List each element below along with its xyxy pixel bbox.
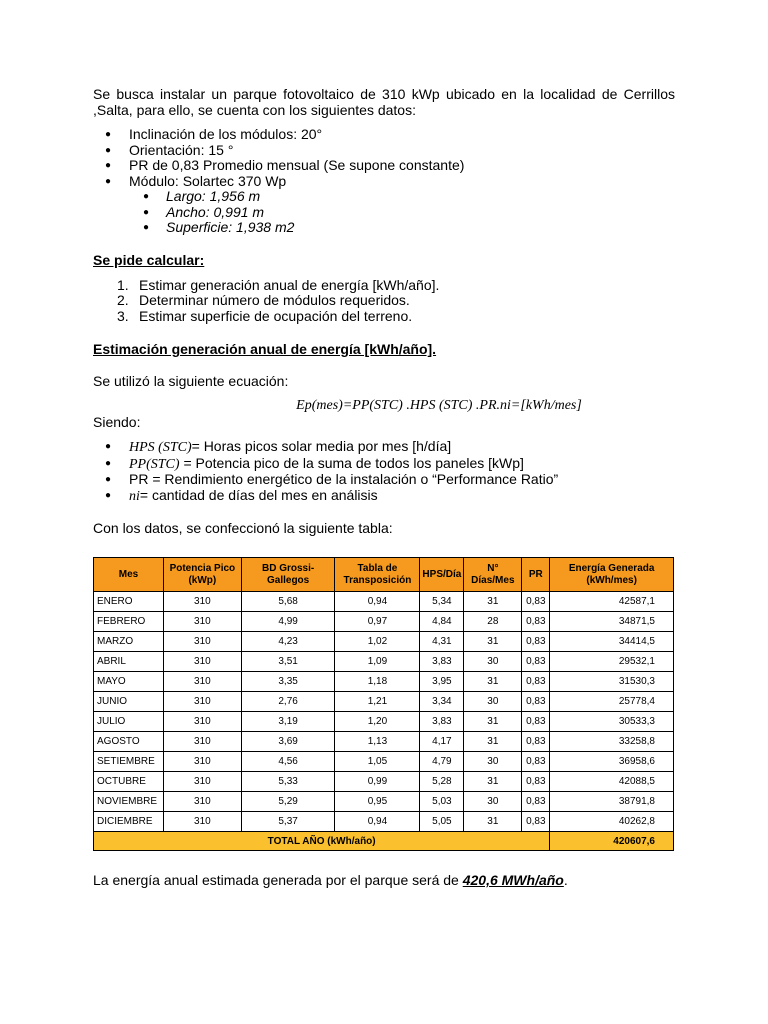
table-cell: 0,83 bbox=[522, 692, 550, 712]
conclusion bbox=[93, 872, 568, 888]
table-cell: 310 bbox=[163, 752, 241, 772]
table-row bbox=[94, 712, 674, 732]
symbol: HPS (STC) bbox=[129, 440, 192, 455]
section-heading: Estimación generación anual de energía [kWh/año]. bbox=[93, 341, 437, 357]
table-cell: 310 bbox=[163, 792, 241, 812]
list-item: ● Inclinación de los módulos: 20° bbox=[93, 127, 675, 143]
table-cell: 4,31 bbox=[420, 632, 464, 652]
table-cell: 3,35 bbox=[241, 672, 335, 692]
table-cell: 310 bbox=[163, 812, 241, 832]
table-cell: 1,13 bbox=[335, 732, 420, 752]
list-item bbox=[93, 439, 675, 456]
list-number: 3. bbox=[117, 307, 129, 324]
table-cell: 0,83 bbox=[522, 612, 550, 632]
conclusion-prefix: La energía anual estimada generada por el parque será de bbox=[93, 872, 463, 888]
table-cell: 0,83 bbox=[522, 792, 550, 812]
table-row bbox=[94, 772, 674, 792]
table-cell: 5,28 bbox=[420, 772, 464, 792]
table-body bbox=[94, 592, 674, 832]
equation: Ep(mes)=PP(STC) .HPS (STC) .PR.ni=[kWh/mes] bbox=[296, 398, 582, 413]
table-cell: 0,94 bbox=[335, 812, 420, 832]
table-cell: 1,18 bbox=[335, 672, 420, 692]
table-cell: 310 bbox=[163, 672, 241, 692]
table-cell: 4,84 bbox=[420, 612, 464, 632]
table-row bbox=[94, 752, 674, 772]
calc-list bbox=[93, 278, 675, 325]
table-cell: 2,76 bbox=[241, 692, 335, 712]
list-text: Determinar número de módulos requeridos. bbox=[139, 292, 410, 308]
table-cell: 310 bbox=[163, 632, 241, 652]
column-header: Mes bbox=[94, 558, 164, 592]
table-cell: 310 bbox=[163, 692, 241, 712]
table-cell: 0,83 bbox=[522, 632, 550, 652]
list-item: ● Módulo: Solartec 370 Wp bbox=[93, 174, 675, 190]
table-cell: 5,34 bbox=[420, 592, 464, 612]
table-cell: DICIEMBRE bbox=[94, 812, 164, 832]
table-cell: NOVIEMBRE bbox=[94, 792, 164, 812]
table-cell: 3,51 bbox=[241, 652, 335, 672]
table-cell: 31530,3 bbox=[550, 672, 674, 692]
table-cell: 1,20 bbox=[335, 712, 420, 732]
table-cell: 30 bbox=[464, 652, 522, 672]
table-cell: FEBRERO bbox=[94, 612, 164, 632]
column-header: BD Grossi-Gallegos bbox=[241, 558, 335, 592]
list-item bbox=[93, 488, 675, 505]
table-cell: 3,19 bbox=[241, 712, 335, 732]
energy-table bbox=[93, 557, 674, 851]
table-cell: 5,03 bbox=[420, 792, 464, 812]
list-item: ● Superficie: 1,938 m2 bbox=[93, 220, 675, 236]
table-cell: 34871,5 bbox=[550, 612, 674, 632]
table-cell: 1,09 bbox=[335, 652, 420, 672]
table-row bbox=[94, 812, 674, 832]
table-cell: AGOSTO bbox=[94, 732, 164, 752]
symbol: PP(STC) bbox=[129, 456, 180, 472]
table-row bbox=[94, 632, 674, 652]
table-cell: 0,95 bbox=[335, 792, 420, 812]
table-cell: 25778,4 bbox=[550, 692, 674, 712]
list-item: ● Ancho: 0,991 m bbox=[93, 205, 675, 221]
table-row bbox=[94, 672, 674, 692]
table-cell: 5,33 bbox=[241, 772, 335, 792]
column-header: HPS/Día bbox=[420, 558, 464, 592]
table-cell: 31 bbox=[464, 672, 522, 692]
table-header-row bbox=[94, 558, 674, 592]
table-cell: 0,83 bbox=[522, 672, 550, 692]
list-item bbox=[93, 278, 675, 294]
table-cell: 0,94 bbox=[335, 592, 420, 612]
table-cell: 0,97 bbox=[335, 612, 420, 632]
table-cell: 31 bbox=[464, 772, 522, 792]
table-cell: MARZO bbox=[94, 632, 164, 652]
table-cell: 36958,6 bbox=[550, 752, 674, 772]
data-list bbox=[93, 127, 675, 236]
list-item: ● Orientación: 15 ° bbox=[93, 143, 675, 159]
table-cell: 0,83 bbox=[522, 592, 550, 612]
total-label: TOTAL AÑO (kWh/año) bbox=[94, 832, 550, 851]
list-item bbox=[93, 456, 675, 473]
table-cell: ABRIL bbox=[94, 652, 164, 672]
table-cell: 5,68 bbox=[241, 592, 335, 612]
table-cell: 0,83 bbox=[522, 772, 550, 792]
table-cell: 4,17 bbox=[420, 732, 464, 752]
list-number: 1. bbox=[117, 276, 129, 293]
definition-text: PR = Rendimiento energético de la instalación o “Performance Ratio” bbox=[129, 471, 559, 487]
table-cell: 34414,5 bbox=[550, 632, 674, 652]
table-cell: 0,99 bbox=[335, 772, 420, 792]
table-cell: 3,83 bbox=[420, 652, 464, 672]
column-header: Potencia Pico (kWp) bbox=[163, 558, 241, 592]
table-cell: 310 bbox=[163, 732, 241, 752]
table-cell: 30 bbox=[464, 752, 522, 772]
table-cell: 310 bbox=[163, 712, 241, 732]
table-cell: 31 bbox=[464, 812, 522, 832]
table-cell: 0,83 bbox=[522, 712, 550, 732]
table-cell: 5,05 bbox=[420, 812, 464, 832]
symbol: ni bbox=[129, 488, 140, 504]
table-cell: 0,83 bbox=[522, 752, 550, 772]
table-cell: 30 bbox=[464, 692, 522, 712]
conclusion-value: 420,6 MWh/año bbox=[462, 872, 564, 888]
table-cell: 29532,1 bbox=[550, 652, 674, 672]
table-cell: 30533,3 bbox=[550, 712, 674, 732]
table-cell: 1,02 bbox=[335, 632, 420, 652]
table-row bbox=[94, 592, 674, 612]
table-cell: JUNIO bbox=[94, 692, 164, 712]
table-cell: 28 bbox=[464, 612, 522, 632]
total-value: 420607,6 bbox=[550, 832, 674, 851]
table-cell: 30 bbox=[464, 792, 522, 812]
table-cell: 1,21 bbox=[335, 692, 420, 712]
table-cell: 1,05 bbox=[335, 752, 420, 772]
column-header: N° Días/Mes bbox=[464, 558, 522, 592]
table-cell: 4,23 bbox=[241, 632, 335, 652]
table-row bbox=[94, 732, 674, 752]
table-cell: 31 bbox=[464, 712, 522, 732]
table-cell: 4,99 bbox=[241, 612, 335, 632]
table-cell: 310 bbox=[163, 772, 241, 792]
table-cell: 310 bbox=[163, 612, 241, 632]
table-cell: 5,29 bbox=[241, 792, 335, 812]
column-header: PR bbox=[522, 558, 550, 592]
table-cell: 310 bbox=[163, 592, 241, 612]
table-cell: 4,79 bbox=[420, 752, 464, 772]
table-cell: 3,95 bbox=[420, 672, 464, 692]
definition-text: = Horas picos solar media por mes [h/día] bbox=[191, 438, 452, 454]
conclusion-suffix: . bbox=[563, 872, 568, 888]
table-cell: 0,83 bbox=[522, 732, 550, 752]
table-cell: 42587,1 bbox=[550, 592, 674, 612]
table-cell: 42088,5 bbox=[550, 772, 674, 792]
table-cell: 0,83 bbox=[522, 652, 550, 672]
total-row bbox=[94, 832, 674, 851]
table-intro: Con los datos, se confeccionó la siguiente tabla: bbox=[93, 520, 393, 536]
definition-text: = cantidad de días del mes en análisis bbox=[139, 486, 378, 503]
definition-text: = Potencia pico de la suma de todos los paneles [kWp] bbox=[179, 454, 524, 471]
table-row bbox=[94, 692, 674, 712]
table-cell: 310 bbox=[163, 652, 241, 672]
list-item: ● Largo: 1,956 m bbox=[93, 189, 675, 205]
table-cell: 40262,8 bbox=[550, 812, 674, 832]
table-cell: 33258,8 bbox=[550, 732, 674, 752]
intro-paragraph: Se busca instalar un parque fotovoltaico de 310 kWp ubicado en la localidad de Cerrillos ,Salta, para ello, se cuenta con los siguientes datos: bbox=[93, 86, 675, 118]
table-cell: OCTUBRE bbox=[94, 772, 164, 792]
document-body bbox=[93, 86, 675, 536]
table-cell: 3,34 bbox=[420, 692, 464, 712]
list-item bbox=[93, 309, 675, 325]
table-cell: JULIO bbox=[94, 712, 164, 732]
list-item bbox=[93, 293, 675, 309]
calc-heading: Se pide calcular: bbox=[93, 251, 205, 268]
column-header: Energía Generada (kWh/mes) bbox=[550, 558, 674, 592]
definitions-list bbox=[93, 439, 675, 504]
table-cell: 31 bbox=[464, 732, 522, 752]
table-cell: MAYO bbox=[94, 672, 164, 692]
table-row bbox=[94, 612, 674, 632]
list-number: 2. bbox=[117, 292, 129, 308]
table-cell: SETIEMBRE bbox=[94, 752, 164, 772]
table-cell: 31 bbox=[464, 592, 522, 612]
table-cell: 3,69 bbox=[241, 732, 335, 752]
table-cell: 38791,8 bbox=[550, 792, 674, 812]
list-item: ● PR de 0,83 Promedio mensual (Se supone constante) bbox=[93, 158, 675, 174]
table-cell: 5,37 bbox=[241, 812, 335, 832]
table-cell: ENERO bbox=[94, 592, 164, 612]
table-row bbox=[94, 652, 674, 672]
table-cell: 3,83 bbox=[420, 712, 464, 732]
table-cell: 31 bbox=[464, 632, 522, 652]
siendo-label: Siendo: bbox=[93, 414, 141, 430]
table-cell: 0,83 bbox=[522, 812, 550, 832]
table-row bbox=[94, 792, 674, 812]
list-text: Estimar generación anual de energía [kWh/año]. bbox=[139, 276, 440, 293]
list-text: Estimar superficie de ocupación del terreno. bbox=[139, 307, 413, 324]
equation-intro: Se utilizó la siguiente ecuación: bbox=[93, 373, 289, 389]
list-item bbox=[93, 472, 675, 488]
column-header: Tabla de Transposición bbox=[335, 558, 420, 592]
table-cell: 4,56 bbox=[241, 752, 335, 772]
